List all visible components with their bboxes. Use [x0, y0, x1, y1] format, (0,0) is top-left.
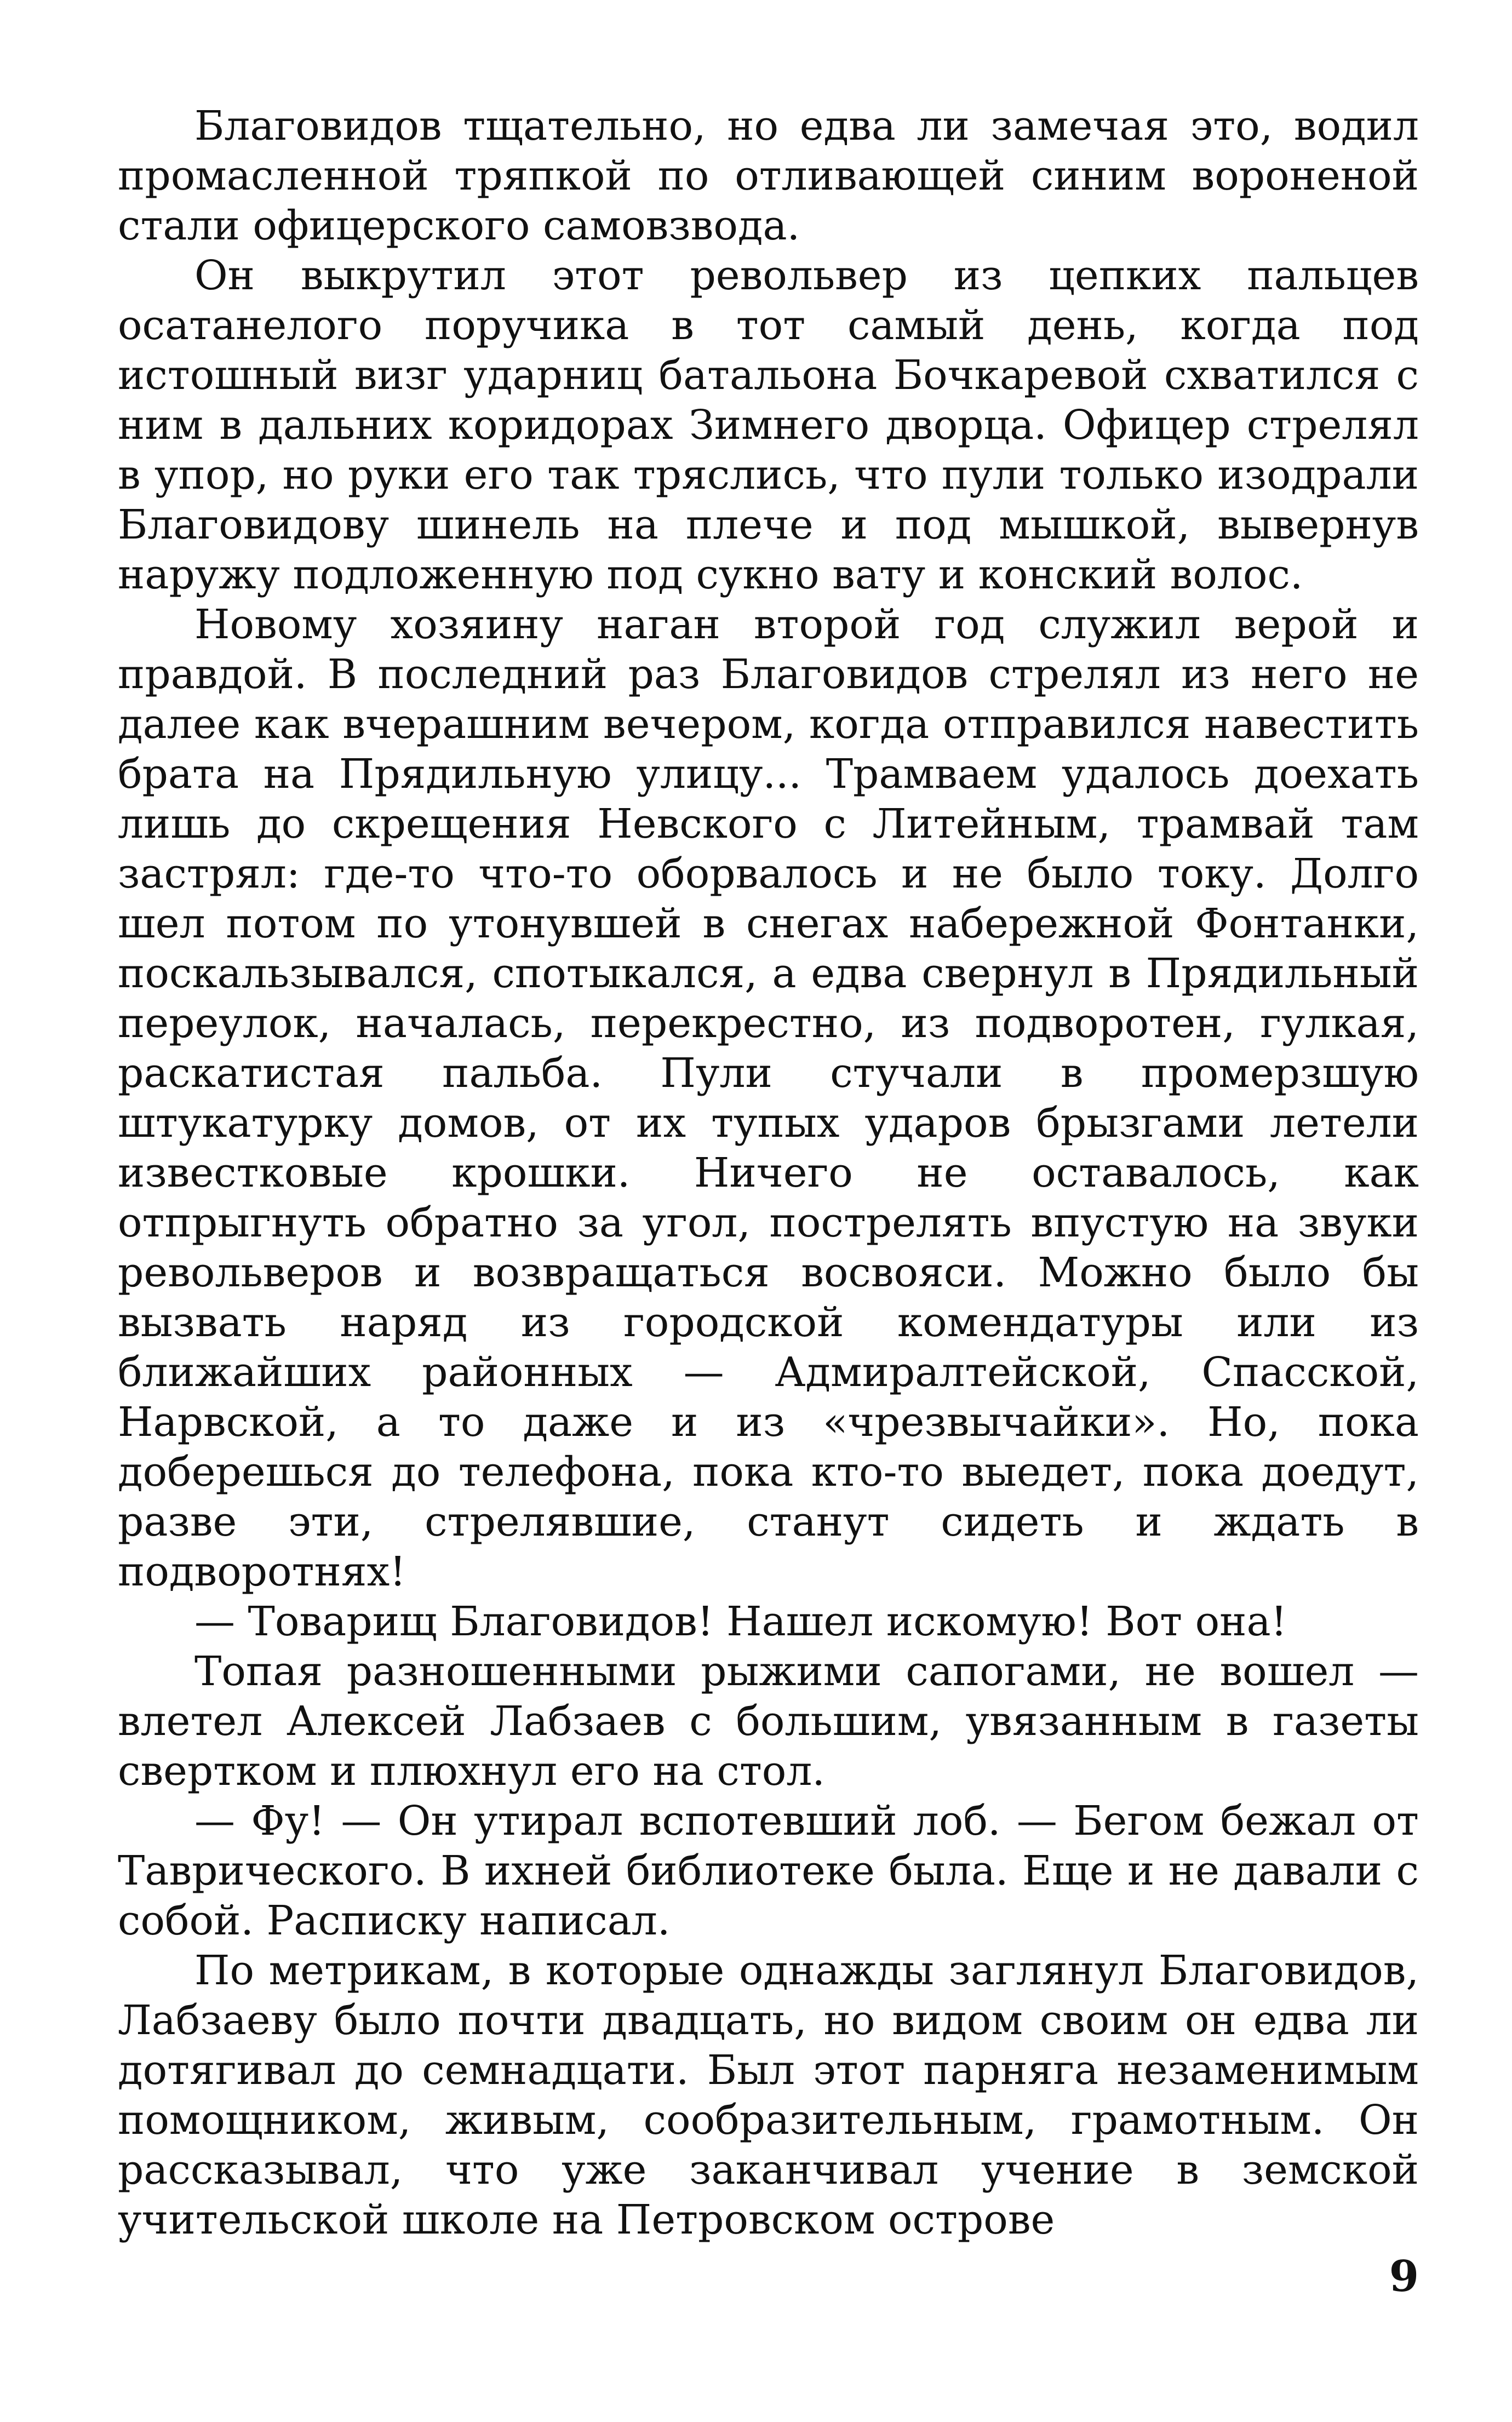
paragraph-1: Благовидов тщательно, но едва ли замечая это, водил промасленной тряпкой по отливающей синим вороненой стали офицерского самовзвода.	[118, 102, 1419, 249]
page-number: 9	[1389, 2252, 1419, 2301]
paragraph-4-dialogue: — Товарищ Благовидов! Нашел искомую! Вот она!	[194, 1598, 1287, 1645]
page-body-text	[118, 101, 1419, 2245]
paragraph-3: Новому хозяину наган второй год служил верой и правдой. В последний раз Благовидов стрелял из него не далее как вчерашним вечером, когда отправился навестить брата на Прядильную улицу... Трамваем удалось доехать лишь до скрещения Невского с Литейным, трамвай там застрял: где-то что-то оборвалось и не было току. Долго шел потом по утонувшей в снегах набережной Фонтанки, поскальзывался, спотыкался, а едва свернул в Прядильный переулок, началась, перекрестно, из подворотен, гулкая, раскатистая пальба. Пули стучали в промерзшую штукатурку домов, от их тупых ударов брызгами летели известковые крошки. Ничего не оставалось, как отпрыгнуть обратно за угол, пострелять впустую на звуки револьверов и возвращаться восвояси. Можно было бы вызвать наряд из городской комендатуры или из ближайших районных — Адмиралтейской, Спасской, Нарвской, а то даже и из «чрезвычайки». Но, пока доберешься до телефона, пока кто-то выедет, пока доедут, разве эти, стрелявшие, станут сидеть и ждать в подворотнях!	[118, 601, 1419, 1595]
paragraph-5: Топая разношенными рыжими сапогами, не вошел — влетел Алексей Лабзаев с большим, увязанным в газеты свертком и плюхнул его на стол.	[118, 1648, 1419, 1795]
paragraph-7: По метрикам, в которые однажды заглянул Благовидов, Лабзаеву было почти двадцать, но видом своим он едва ли дотягивал до семнадцати. Был этот парняга незаменимым помощником, живым, сообразительным, грамотным. Он рассказывал, что уже заканчивал учение в земской учительской школе на Петровском острове	[118, 1947, 1419, 2243]
paragraph-2: Он выкрутил этот револьвер из цепких пальцев осатанелого поручика в тот самый день, когда под истошный визг ударниц батальона Бочкаревой схватился с ним в дальних коридорах Зимнего дворца. Офицер стрелял в упор, но руки его так тряслись, что пули только изодрали Благовидову шинель на плече и под мышкой, вывернув наружу подложенную под сукно вату и конский волос.	[118, 252, 1419, 598]
paragraph-6-dialogue: — Фу! — Он утирал вспотевший лоб. — Бегом бежал от Таврического. В ихней библиотеке была. Еще и не давали с собой. Расписку написал.	[118, 1797, 1419, 1944]
